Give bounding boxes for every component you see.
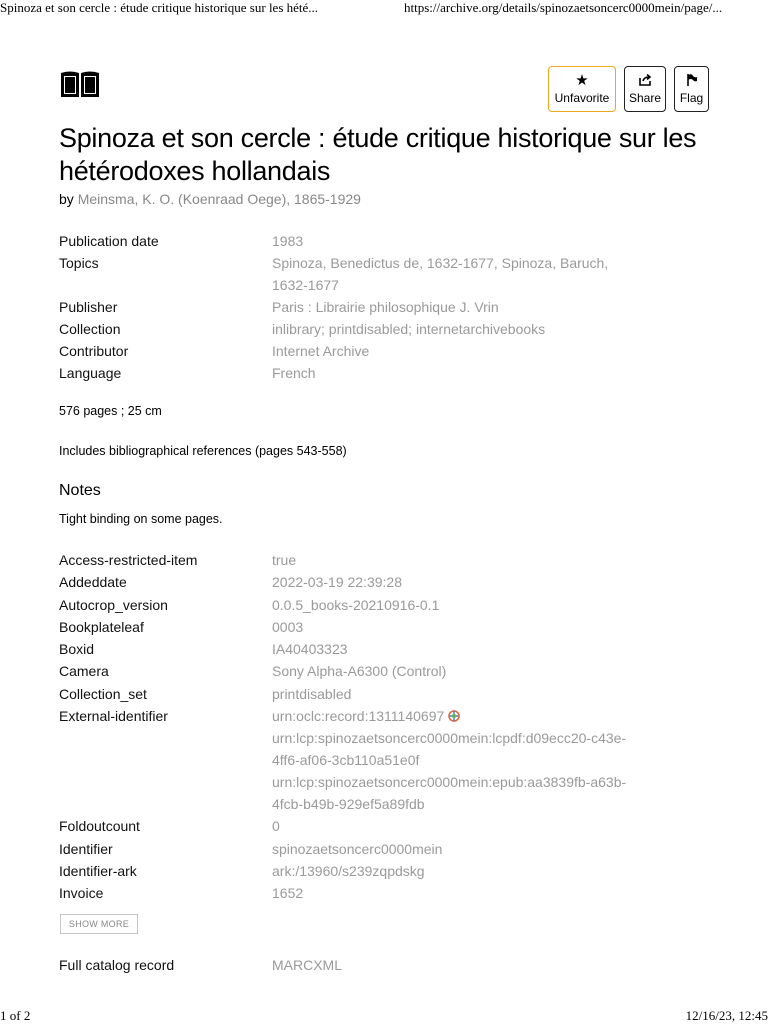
metadata-value[interactable]: French bbox=[272, 365, 316, 381]
metadata-key: Topics bbox=[59, 255, 99, 271]
show-more-button[interactable]: SHOW MORE bbox=[60, 914, 138, 934]
metadata-key: Addeddate bbox=[59, 574, 127, 590]
flag-button[interactable] bbox=[674, 66, 709, 112]
metadata-value: 0003 bbox=[272, 619, 304, 635]
physical-description: 576 pages ; 25 cm bbox=[59, 404, 162, 418]
metadata-value[interactable]: Paris : Librairie philosophique J. Vrin bbox=[272, 299, 499, 315]
metadata-key: Contributor bbox=[59, 343, 129, 359]
metadata-key: Access-restricted-item bbox=[59, 552, 198, 568]
unfavorite-label: Unfavorite bbox=[554, 91, 610, 105]
external-identifier-epub: urn:lcp:spinozaetsoncerc0000mein:epub:aa3839fb-a63b-4fcb-b49b-929ef5a89fdb bbox=[272, 774, 627, 812]
metadata-key: Foldoutcount bbox=[59, 818, 140, 834]
metadata-value: true bbox=[272, 552, 297, 568]
metadata-key: Autocrop_version bbox=[59, 597, 168, 613]
metadata-value bbox=[272, 705, 632, 815]
bibliography-note: Includes bibliographical references (pages 543-558) bbox=[59, 444, 347, 458]
print-header-title: Spinoza et son cercle : étude critique historique sur les hété... bbox=[0, 0, 319, 15]
byline bbox=[59, 191, 361, 207]
metadata-value: IA40403323 bbox=[272, 641, 348, 657]
metadata-key: Bookplateleaf bbox=[59, 619, 144, 635]
print-datetime: 12/16/23, 12:45 bbox=[685, 1008, 768, 1023]
page-title: Spinoza et son cercle : étude critique historique sur les hétérodoxes hollandais bbox=[59, 123, 697, 186]
metadata-key: Boxid bbox=[59, 641, 95, 657]
metadata-value: spinozaetsoncerc0000mein bbox=[272, 841, 443, 857]
metadata-key: Identifier bbox=[59, 841, 113, 857]
metadata-key: Invoice bbox=[59, 885, 104, 901]
metadata-value[interactable]: Internet Archive bbox=[272, 343, 370, 359]
metadata-value[interactable]: 1983 bbox=[272, 233, 304, 249]
metadata-key: Publisher bbox=[59, 299, 118, 315]
notes-heading: Notes bbox=[59, 482, 101, 499]
flag-icon bbox=[685, 73, 699, 91]
unfavorite-button[interactable] bbox=[548, 66, 616, 112]
metadata-key: Identifier-ark bbox=[59, 863, 137, 879]
metadata-value[interactable]: printdisabled bbox=[272, 686, 352, 702]
notes-text: Tight binding on some pages. bbox=[59, 512, 223, 526]
page-count: 1 of 2 bbox=[0, 1008, 31, 1023]
metadata-key: Camera bbox=[59, 663, 109, 679]
external-identifier-lcpdf: urn:lcp:spinozaetsoncerc0000mein:lcpdf:d09ecc20-c43e-4ff6-af06-3cb110a51e0f bbox=[272, 730, 627, 768]
print-header-url[interactable]: https://archive.org/details/spinozaetsoncerc0000mein/page/... bbox=[404, 0, 723, 15]
worldcat-icon[interactable] bbox=[448, 710, 460, 722]
metadata-value: Sony Alpha-A6300 (Control) bbox=[272, 663, 447, 679]
metadata-value[interactable]: inlibrary; printdisabled; internetarchivebooks bbox=[272, 321, 546, 337]
share-label: Share bbox=[628, 91, 662, 105]
metadata-key: Collection bbox=[59, 321, 121, 337]
metadata-key: Collection_set bbox=[59, 686, 147, 702]
metadata-value: 1652 bbox=[272, 885, 304, 901]
share-button[interactable] bbox=[624, 66, 666, 112]
book-icon bbox=[60, 70, 100, 100]
metadata-value: ark:/13960/s239zqpdskg bbox=[272, 863, 425, 879]
by-label: by bbox=[59, 191, 74, 207]
print-footer bbox=[0, 1008, 768, 1024]
metadata-key: External-identifier bbox=[59, 708, 168, 724]
star-icon: ★ bbox=[575, 72, 589, 89]
metadata-key: Publication date bbox=[59, 233, 159, 249]
metadata-value: 0 bbox=[272, 818, 280, 834]
marcxml-link[interactable]: MARCXML bbox=[272, 957, 343, 973]
share-icon bbox=[638, 73, 652, 91]
author-link[interactable]: Meinsma, K. O. (Koenraad Oege), 1865-1929 bbox=[77, 191, 361, 207]
metadata-key: Language bbox=[59, 365, 122, 381]
flag-label: Flag bbox=[679, 91, 704, 105]
catalog-key: Full catalog record bbox=[59, 957, 175, 973]
external-identifier-oclc: urn:oclc:record:1311140697 bbox=[272, 708, 445, 724]
print-header bbox=[0, 0, 768, 18]
metadata-value: 2022-03-19 22:39:28 bbox=[272, 574, 402, 590]
metadata-value: 0.0.5_books-20210916-0.1 bbox=[272, 597, 440, 613]
metadata-value[interactable]: Spinoza, Benedictus de, 1632-1677, Spinoza, Baruch, 1632-1677 bbox=[272, 255, 609, 293]
